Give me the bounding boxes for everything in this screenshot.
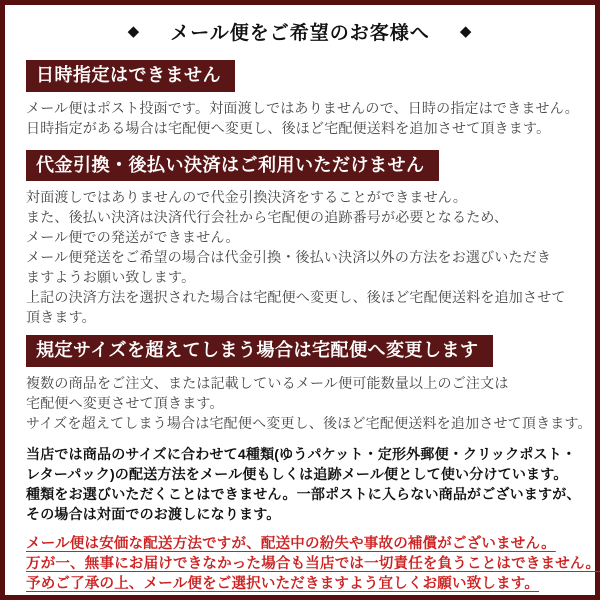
body-line: 対面渡しではありませんので代金引換決済をすることができません。 bbox=[26, 189, 468, 206]
note-line: 種類をお選びいただくことはできません。一部ポストに入らない商品がございますが、 bbox=[26, 486, 581, 503]
section-no-datetime-designation bbox=[26, 60, 579, 138]
warning-line: 万が一、無事にお届けできなかった場合も当店では一切責任を負うことはできません。 bbox=[26, 556, 600, 573]
note-line: その場合は対面でのお渡しになります。 bbox=[26, 506, 281, 523]
body-line: サイズを超えてしまう場合は宅配便へ変更し、後ほど宅配便送料を追加させて頂きます。 bbox=[26, 415, 592, 432]
mail-service-notice-page bbox=[5, 18, 600, 594]
no-compensation-warning bbox=[26, 534, 600, 594]
section-body bbox=[26, 373, 592, 433]
diamond-icon: ◆ bbox=[459, 23, 473, 40]
body-line: 宅配便へ変更させて頂きます。 bbox=[26, 395, 224, 412]
note-line: レターパック)の配送方法をメール便もしくは追跡メール便として使い分けています。 bbox=[26, 466, 568, 483]
section-heading: 代金引換・後払い決済はご利用いただけません bbox=[26, 150, 439, 182]
body-line: 上記の決済方法を選択された場合は宅配便へ変更し、後ほど宅配便送料を追加させて bbox=[26, 289, 566, 306]
warning-line: メール便は安価な配送方法ですが、配送中の紛失や事故の補償がございません。 bbox=[26, 536, 556, 553]
shipping-methods-note bbox=[26, 444, 581, 524]
body-line: また、後払い決済は決済代行会社から宅配便の追跡番号が必要となるため、 bbox=[26, 209, 509, 226]
section-heading: 規定サイズを超えてしまう場合は宅配便へ変更します bbox=[26, 335, 493, 367]
body-line: 頂きます。 bbox=[26, 309, 96, 326]
section-no-cod-deferred-payment bbox=[26, 150, 574, 328]
body-line: 複数の商品をご注文、または記載しているメール便可能数量以上のご注文は bbox=[26, 375, 509, 392]
section-oversize-switch-to-courier bbox=[26, 335, 592, 433]
section-body bbox=[26, 98, 579, 138]
body-line: メール便での発送ができません。 bbox=[26, 229, 240, 246]
page-title bbox=[26, 18, 574, 45]
page-title-text: メール便をご希望のお客様へ bbox=[170, 23, 430, 44]
section-body bbox=[26, 187, 574, 327]
section-heading: 日時指定はできません bbox=[26, 60, 235, 92]
diamond-icon: ◆ bbox=[127, 23, 141, 40]
body-line: ますようお願い致します。 bbox=[26, 269, 196, 286]
warning-line: 予めご了承の上、メール便をご選択いただきますよう宜しくお願い致します。 bbox=[26, 576, 540, 593]
note-line: 当店では商品のサイズに合わせて4種類(ゆうパケット・定形外郵便・クリックポスト・ bbox=[26, 446, 577, 463]
body-line: 日時指定がある場合は宅配便へ変更し、後ほど宅配便送料を追加させて頂きます。 bbox=[26, 119, 551, 136]
body-line: メール便発送をご希望の場合は代金引換・後払い決済以外の方法をお選びいただき bbox=[26, 249, 552, 266]
body-line: メール便はポスト投函です。対面渡しではありませんので、日時の指定はできません。 bbox=[26, 99, 579, 116]
